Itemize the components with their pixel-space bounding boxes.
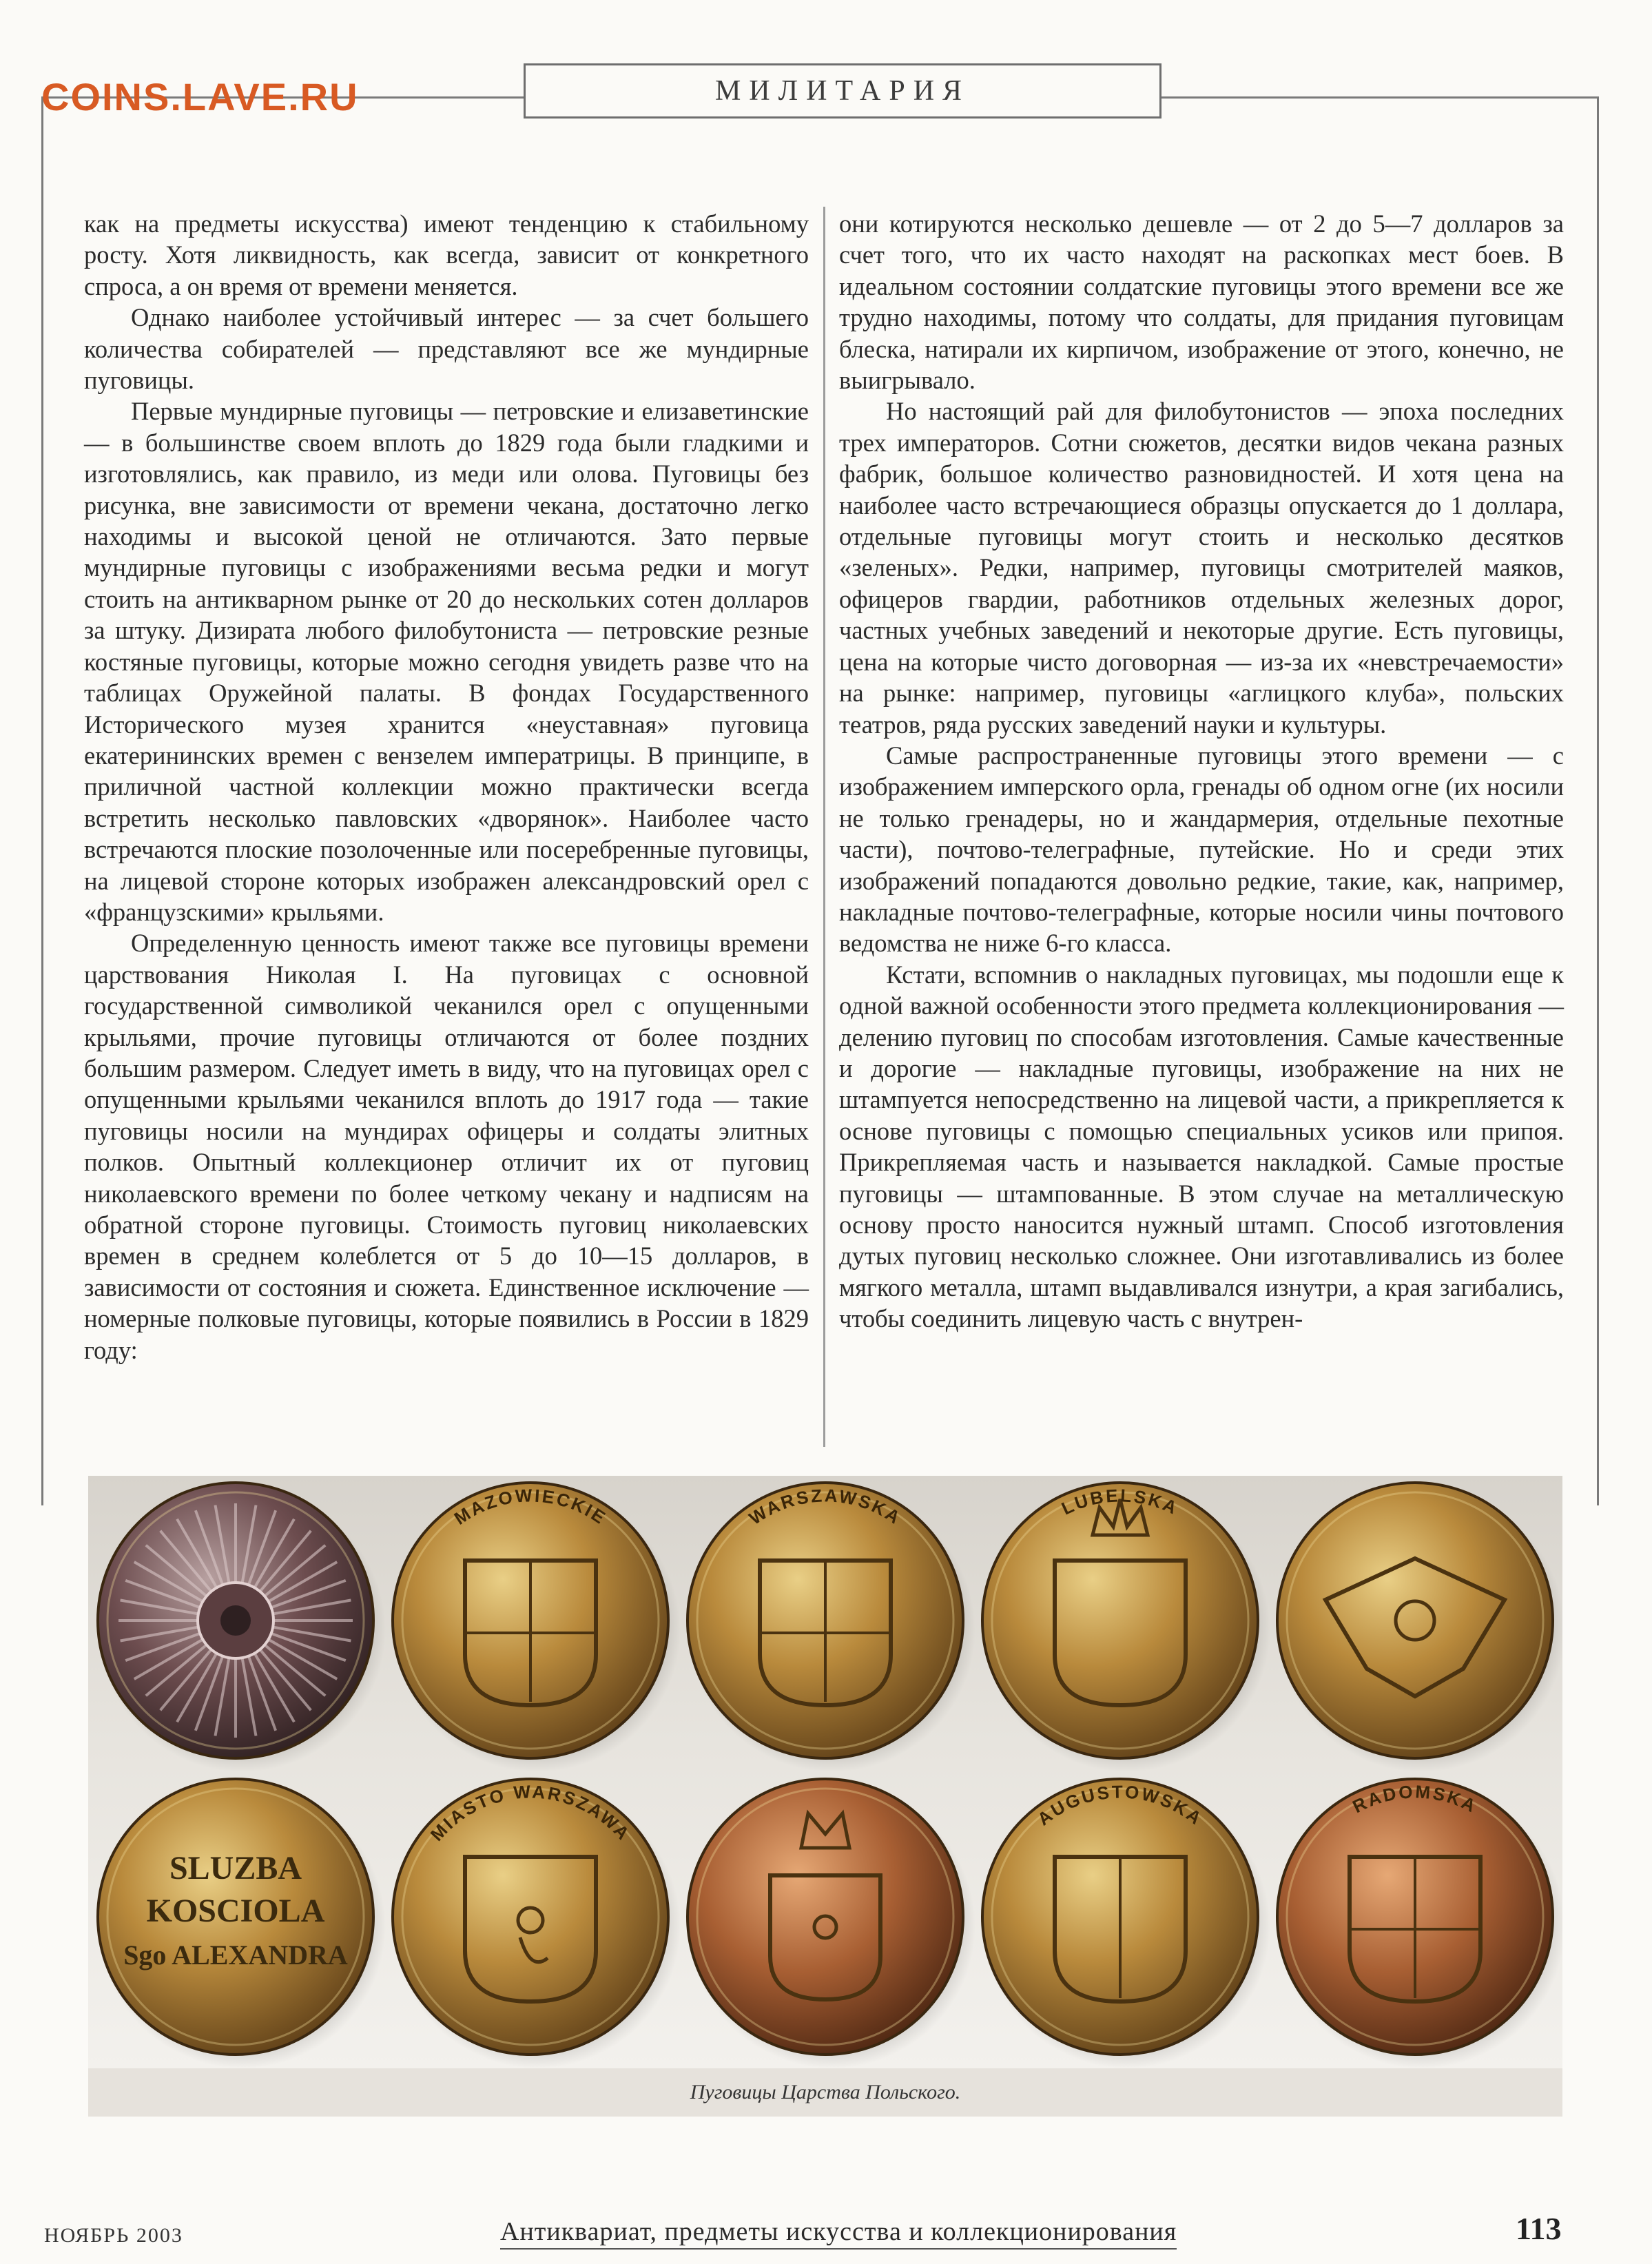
buttons-row-1: [98, 1483, 1562, 1772]
buttons-illustration: [88, 1476, 1562, 2068]
issue-date: НОЯБРЬ 2003: [44, 2224, 183, 2247]
paragraph: Самые распространенные пуговицы этого времени — с изображением имперского орла, гренады об одном огне (их носили не только гренадеры, но и жандармерия, отдельные пехотные части), почтово-телеграфные, путейские. Но и среди этих изображений попадаются довольно редкие, такие, как, например, накладные почтово-телеграфные, которые носили чины почтового ведомства не ниже 6-го класса.: [839, 741, 1564, 958]
right-column: [839, 208, 1564, 1335]
paragraph: как на предметы искусства) имеют тенденцию к стабильному росту. Хотя ликвидность, как всегда, зависит от конкретного спроса, а он время от времени меняется.: [84, 209, 809, 300]
paragraph: Однако наиболее устойчивый интерес — за счет большего количества собирателей — представляют все же мундирные пуговицы.: [84, 303, 809, 395]
button-shield4: [393, 1483, 681, 1772]
button-shield4: [688, 1483, 975, 1772]
watermark: COINS.LAVE.RU: [41, 75, 359, 119]
button-shield2: [982, 1779, 1270, 2068]
paragraph: Но настоящий рай для филобутонистов — эпоха последних трех императоров. Сотни сюжетов, десятки видов чекана разных фабрик, большое количество разновидностей. И хотя цена на наиболее часто встречающиеся образцы опускается до 1 доллара, отдельные пуговицы могут стоить и несколько десятков «зеленых». Редки, например, пуговицы смотрителей маяков, офицеров гвардии, работников отдельных железных дорог, частных учебных заведений и некоторые другие. Есть пуговицы, цена на которые чисто договорная — из-за их «невстречаемости» на рынке: например, пуговицы «аглицкого клуба», польских театров, ряда русских заведений науки и культуры.: [839, 397, 1564, 739]
paragraph: они котируются несколько дешевле — от 2 до 5—7 долларов за счет того, что их часто находят на раскопках мест боев. В идеальном состоянии солдатские пуговицы этого времени все же трудно находимы, потому что солдаты, для придания пуговицам блеска, натирали их кирпичом, изображение от этого, конечно, не выигрывало.: [839, 209, 1564, 395]
magazine-title: Антиквариат, предметы искусства и коллекционирования: [500, 2215, 1177, 2250]
left-column: [84, 208, 809, 1366]
buttons-row-2: [98, 1779, 1562, 2068]
section-title: МИЛИТАРИЯ: [524, 63, 1161, 119]
column-divider: [823, 207, 825, 1447]
button-legend: LUBELSKA: [1058, 1485, 1182, 1519]
button-inscription: Sgo ALEXANDRA: [123, 1939, 348, 1970]
button-eagle: [1277, 1483, 1562, 1772]
button-crowned: [982, 1483, 1270, 1772]
button-inscription: KOSCIOLA: [146, 1893, 325, 1929]
frame-top-rule: [1157, 96, 1597, 99]
button-inscription: SLUZBA: [169, 1850, 302, 1886]
button-siren: [393, 1779, 681, 2068]
paragraph: Кстати, вспомнив о накладных пуговицах, мы подошли еще к одной важной особенности этого предмета коллекционирования — делению пуговиц по способам изготовления. Самые качественные и дорогие — накладные пуговицы, изображение на них не штампуется непосредственно на лицевой части, а прикрепляется к основе пуговицы с помощью специальных усиков или припоя. Прикрепляемая часть и называется накладкой. Самые простые пуговицы — штампованные. В этом случае на металлическую основу просто наносится нужный штамп. Способ изготовления дутых пуговиц несколько сложнее. Они изготавливались из более мягкого металла, штамп выдавливался изнутри, а края загибались, чтобы соединить лицевую часть с внутрен-: [839, 960, 1564, 1333]
button-legend: MIASTO WARSZAWA: [426, 1781, 635, 1845]
button-legend: AUGUSTOWSKA: [1033, 1781, 1207, 1830]
button-text: [98, 1779, 386, 2068]
buttons-photo: [88, 1476, 1562, 2068]
page-number: 113: [1516, 2211, 1562, 2246]
paragraph: Определенную ценность имеют также все пуговицы времени царствования Николая I. На пуговицах с основной государственной символикой чеканился орел с опущенными крыльями, прочие пуговицы отличаются от более поздних большим размером. Следует иметь в виду, что на пуговицах орел с опущенными крыльями чеканился вплоть до 1917 года — такие пуговицы носили на мундирах офицеры и солдаты элитных полков. Опытный коллекционер отличит их от пуговиц николаевского времени по более четкому чекану и надписям на обратной стороне пуговицы. Стоимость пуговиц николаевских времен в среднем колеблется от 5 до 10—15 долларов, в зависимости от состояния и сюжета. Единственное исключение — номерные полковые пуговицы, которые появились в России в 1829 году:: [84, 929, 809, 1364]
photo-caption: Пуговицы Царства Польского.: [88, 2068, 1562, 2117]
button-eagle-shield: [1277, 1779, 1562, 2068]
button-legend: WARSZAWSKA: [745, 1485, 906, 1529]
button-legend: MAZOWIECKIE: [450, 1485, 611, 1529]
button-legend: RADOMSKA: [1349, 1781, 1481, 1818]
button-siren-crown: [688, 1779, 975, 2068]
paragraph: Первые мундирные пуговицы — петровские и елизаветинские — в большинстве своем вплоть до 1829 года были гладкими и изготовлялись, как правило, из меди или олова. Пуговицы без рисунка, вне зависимости от времени чекана, достаточно легко находимы и высокой ценой не отличаются. Зато первые мундирные пуговицы с изображениями весьма редки и могут стоить на антикварном рынке от 20 до нескольких сотен долларов за штуку. Дизирата любого филобутониста — петровские резные костяные пуговицы, которые можно сегодня увидеть разве что на таблицах Оружейной палаты. В фондах Государственного Исторического музея хранится «неуставная» пуговица екатерининских времен с вензелем императрицы. В принципе, в приличной частной коллекции можно практически всегда встретить несколько павловских «дворянок». Наиболее часто встречаются плоские позолоченные или посеребренные пуговицы, на лицевой стороне которых изображен александровский орел с «французскими» крыльями.: [84, 397, 809, 926]
button-star: [98, 1483, 386, 1772]
